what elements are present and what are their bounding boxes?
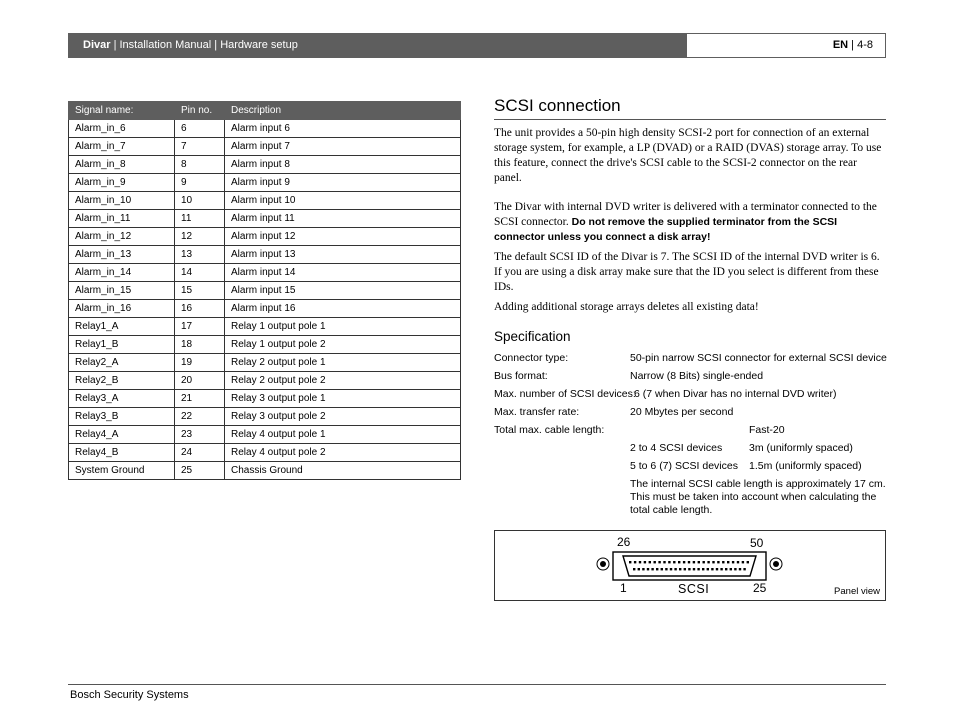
connector-face: [623, 556, 756, 576]
table-row: [69, 246, 461, 264]
table-row: [69, 390, 461, 408]
spec-cable-label: Total max. cable length:: [494, 424, 605, 436]
spec-connector-value: 50-pin narrow SCSI connector for external SCSI device: [630, 352, 887, 364]
connector-pin: [688, 561, 690, 563]
description-cell: Alarm input 8: [225, 156, 461, 174]
pin-number-cell: 15: [175, 282, 225, 300]
signal-name-cell: Alarm_in_15: [69, 282, 175, 300]
signal-name-cell: System Ground: [69, 462, 175, 480]
connector-pin: [727, 561, 729, 563]
table-row: [69, 462, 461, 480]
description-cell: Alarm input 9: [225, 174, 461, 192]
terminator-text: The Divar with internal DVD writer is delivered with a terminator connected to the SCSI connector.: [494, 201, 877, 228]
spec-cable-row2-label: 5 to 6 (7) SCSI devices: [630, 460, 738, 472]
pin-number-cell: 16: [175, 300, 225, 318]
left-screw-icon: [597, 558, 609, 570]
spec-max-devices-label: Max. number of SCSI devices:: [494, 388, 636, 400]
signal-name-cell: Alarm_in_12: [69, 228, 175, 246]
description-cell: Relay 2 output pole 1: [225, 354, 461, 372]
table-row: [69, 408, 461, 426]
connector-pin: [693, 568, 695, 570]
spec-rate-label: Max. transfer rate:: [494, 406, 580, 418]
spec-cable-row1-label: 2 to 4 SCSI devices: [630, 442, 723, 454]
description-cell: Alarm input 16: [225, 300, 461, 318]
connector-pin: [747, 561, 749, 563]
connector-pin: [658, 561, 660, 563]
table-row: [69, 228, 461, 246]
connector-pin: [717, 561, 719, 563]
table-row: [69, 300, 461, 318]
description-cell: Alarm input 14: [225, 264, 461, 282]
table-header-row: [69, 102, 461, 120]
connector-pin: [711, 568, 713, 570]
pin-number-cell: 19: [175, 354, 225, 372]
pin-number-cell: 20: [175, 372, 225, 390]
connector-pin: [654, 561, 656, 563]
signal-name-cell: Alarm_in_9: [69, 174, 175, 192]
description-cell: Relay 1 output pole 2: [225, 336, 461, 354]
signal-name-cell: Alarm_in_16: [69, 300, 175, 318]
signal-name-cell: Relay1_A: [69, 318, 175, 336]
spec-max-devices-value: 6 (7 when Divar has no internal DVD writer): [634, 388, 837, 400]
table-row: [69, 354, 461, 372]
paragraph-terminator: [494, 200, 886, 245]
signal-name-cell: Alarm_in_6: [69, 120, 175, 138]
connector-pin: [703, 561, 705, 563]
connector-pin: [712, 561, 714, 563]
table-row: [69, 192, 461, 210]
spec-cable-row2-value: 1.5m (uniformly spaced): [749, 460, 862, 472]
pin-number-cell: 14: [175, 264, 225, 282]
connector-pin: [725, 568, 727, 570]
signal-name-cell: Alarm_in_11: [69, 210, 175, 228]
connector-pin: [644, 561, 646, 563]
spec-rate-value: 20 Mbytes per second: [630, 406, 734, 418]
header-page-info: [833, 34, 873, 57]
connector-pin: [732, 561, 734, 563]
connector-pin: [661, 568, 663, 570]
connector-pin: [665, 568, 667, 570]
connector-pin: [670, 568, 672, 570]
spec-cable-header: Fast-20: [749, 424, 785, 436]
connector-pin: [730, 568, 732, 570]
description-cell: Relay 3 output pole 2: [225, 408, 461, 426]
table-row: [69, 120, 461, 138]
connector-pin: [734, 568, 736, 570]
description-cell: Relay 3 output pole 1: [225, 390, 461, 408]
table-row: [69, 318, 461, 336]
pin-number-cell: 25: [175, 462, 225, 480]
header-title-bar: [69, 34, 687, 57]
header-product: Divar: [83, 39, 111, 51]
connector-pin: [663, 561, 665, 563]
description-cell: Chassis Ground: [225, 462, 461, 480]
table-row: [69, 444, 461, 462]
pin-number-cell: 23: [175, 426, 225, 444]
description-cell: Relay 2 output pole 2: [225, 372, 461, 390]
pin-number-cell: 24: [175, 444, 225, 462]
signal-name-cell: Alarm_in_7: [69, 138, 175, 156]
connector-pin: [638, 568, 640, 570]
connector-pin: [707, 561, 709, 563]
signal-name-cell: Relay4_A: [69, 426, 175, 444]
connector-pin: [683, 561, 685, 563]
description-cell: Relay 4 output pole 1: [225, 426, 461, 444]
pin-number-cell: 13: [175, 246, 225, 264]
section-title: SCSI connection: [494, 96, 886, 120]
spec-cable-note: The internal SCSI cable length is approximately 17 cm. This must be taken into account when calculating the total cable length.: [630, 478, 886, 516]
table-row: [69, 210, 461, 228]
signal-name-cell: Relay2_B: [69, 372, 175, 390]
signal-name-cell: Relay4_B: [69, 444, 175, 462]
connector-pin: [647, 568, 649, 570]
pin-number-cell: 8: [175, 156, 225, 174]
connector-pin: [656, 568, 658, 570]
connector-pin: [639, 561, 641, 563]
signal-name-cell: Relay2_A: [69, 354, 175, 372]
connector-pin: [693, 561, 695, 563]
connector-pin: [673, 561, 675, 563]
spec-cable-row1-value: 3m (uniformly spaced): [749, 442, 853, 454]
page-header: [68, 33, 886, 58]
description-cell: Alarm input 12: [225, 228, 461, 246]
connector-pin: [698, 561, 700, 563]
connector-pin: [716, 568, 718, 570]
spec-bus-value: Narrow (8 Bits) single-ended: [630, 370, 764, 382]
description-cell: Alarm input 15: [225, 282, 461, 300]
pin-1-label: 1: [620, 581, 627, 595]
description-cell: Alarm input 6: [225, 120, 461, 138]
connector-pin: [697, 568, 699, 570]
pin-number-cell: 6: [175, 120, 225, 138]
pin-number-cell: 18: [175, 336, 225, 354]
pin-number-cell: 17: [175, 318, 225, 336]
connector-pin: [707, 568, 709, 570]
header-doc-path: | Installation Manual | Hardware setup: [110, 39, 298, 51]
signal-name-cell: Relay1_B: [69, 336, 175, 354]
connector-pin: [678, 561, 680, 563]
pin-number-cell: 9: [175, 174, 225, 192]
connector-pin: [684, 568, 686, 570]
connector-pin: [651, 568, 653, 570]
table-row: [69, 264, 461, 282]
signal-name-cell: Alarm_in_10: [69, 192, 175, 210]
specification-heading: Specification: [494, 329, 571, 344]
pin-number-cell: 7: [175, 138, 225, 156]
right-screw-icon: [770, 558, 782, 570]
pin-number-cell: 21: [175, 390, 225, 408]
table-row: [69, 156, 461, 174]
description-cell: Alarm input 10: [225, 192, 461, 210]
signal-name-cell: Alarm_in_13: [69, 246, 175, 264]
signal-name-cell: Alarm_in_14: [69, 264, 175, 282]
connector-pin: [722, 561, 724, 563]
connector-pin: [634, 561, 636, 563]
description-cell: Alarm input 13: [225, 246, 461, 264]
paragraph-data-warning: Adding additional storage arrays deletes all existing data!: [494, 301, 759, 313]
signal-name-cell: Relay3_A: [69, 390, 175, 408]
terminator-warning: Do not remove the supplied terminator from the SCSI connector unless you connect a disk array!: [494, 216, 838, 243]
connector-pin: [739, 568, 741, 570]
connector-pin: [737, 561, 739, 563]
panel-view-label: Panel view: [834, 586, 880, 597]
pin-25-label: 25: [753, 581, 767, 595]
table-row: [69, 174, 461, 192]
paragraph-intro: The unit provides a 50-pin high density SCSI-2 port for connection of an external storage system, for example, a LP (DVAD) or a RAID (DVAS) storage array. To use this feature, connect the drive's SCSI cable to the SCSI-2 connector on the rear panel.: [494, 127, 882, 184]
connector-pin: [668, 561, 670, 563]
table-row: [69, 138, 461, 156]
table-body: [69, 120, 461, 480]
section-body: [494, 126, 886, 315]
header-page-number: | 4-8: [848, 39, 873, 51]
column-header-pin: Pin no.: [175, 102, 225, 120]
connector-pin: [649, 561, 651, 563]
footer-divider: [68, 684, 886, 685]
signal-name-cell: Relay3_B: [69, 408, 175, 426]
connector-pin: [674, 568, 676, 570]
description-cell: Alarm input 11: [225, 210, 461, 228]
signal-name-cell: Alarm_in_8: [69, 156, 175, 174]
table-row: [69, 336, 461, 354]
spec-connector-label: Connector type:: [494, 352, 569, 364]
connector-pin: [742, 561, 744, 563]
pin-number-cell: 10: [175, 192, 225, 210]
scsi-connector-label: SCSI: [678, 582, 710, 596]
connector-pin: [702, 568, 704, 570]
paragraph-scsi-id: The default SCSI ID of the Divar is 7. The SCSI ID of the internal DVD writer is 6. If you are using a disk array make sure that the ID you select is different from these IDs.: [494, 251, 880, 293]
pin-assignment-table: [68, 101, 461, 480]
pin-50-label: 50: [750, 536, 764, 550]
scsi-panel-diagram: [494, 530, 886, 601]
table-row: [69, 282, 461, 300]
description-cell: Relay 4 output pole 2: [225, 444, 461, 462]
table-row: [69, 372, 461, 390]
description-cell: Relay 1 output pole 1: [225, 318, 461, 336]
pin-26-label: 26: [617, 535, 631, 549]
spec-bus-label: Bus format:: [494, 370, 548, 382]
footer-company: Bosch Security Systems: [70, 689, 189, 701]
pin-number-cell: 22: [175, 408, 225, 426]
connector-pin: [629, 561, 631, 563]
connector-pin: [688, 568, 690, 570]
table-row: [69, 426, 461, 444]
connector-pin: [679, 568, 681, 570]
pin-number-cell: 11: [175, 210, 225, 228]
pin-number-cell: 12: [175, 228, 225, 246]
connector-pin: [642, 568, 644, 570]
description-cell: Alarm input 7: [225, 138, 461, 156]
column-header-signal: Signal name:: [69, 102, 175, 120]
column-header-description: Description: [225, 102, 461, 120]
connector-pin: [633, 568, 635, 570]
connector-pin: [743, 568, 745, 570]
connector-pin: [720, 568, 722, 570]
header-language: EN: [832, 39, 849, 51]
